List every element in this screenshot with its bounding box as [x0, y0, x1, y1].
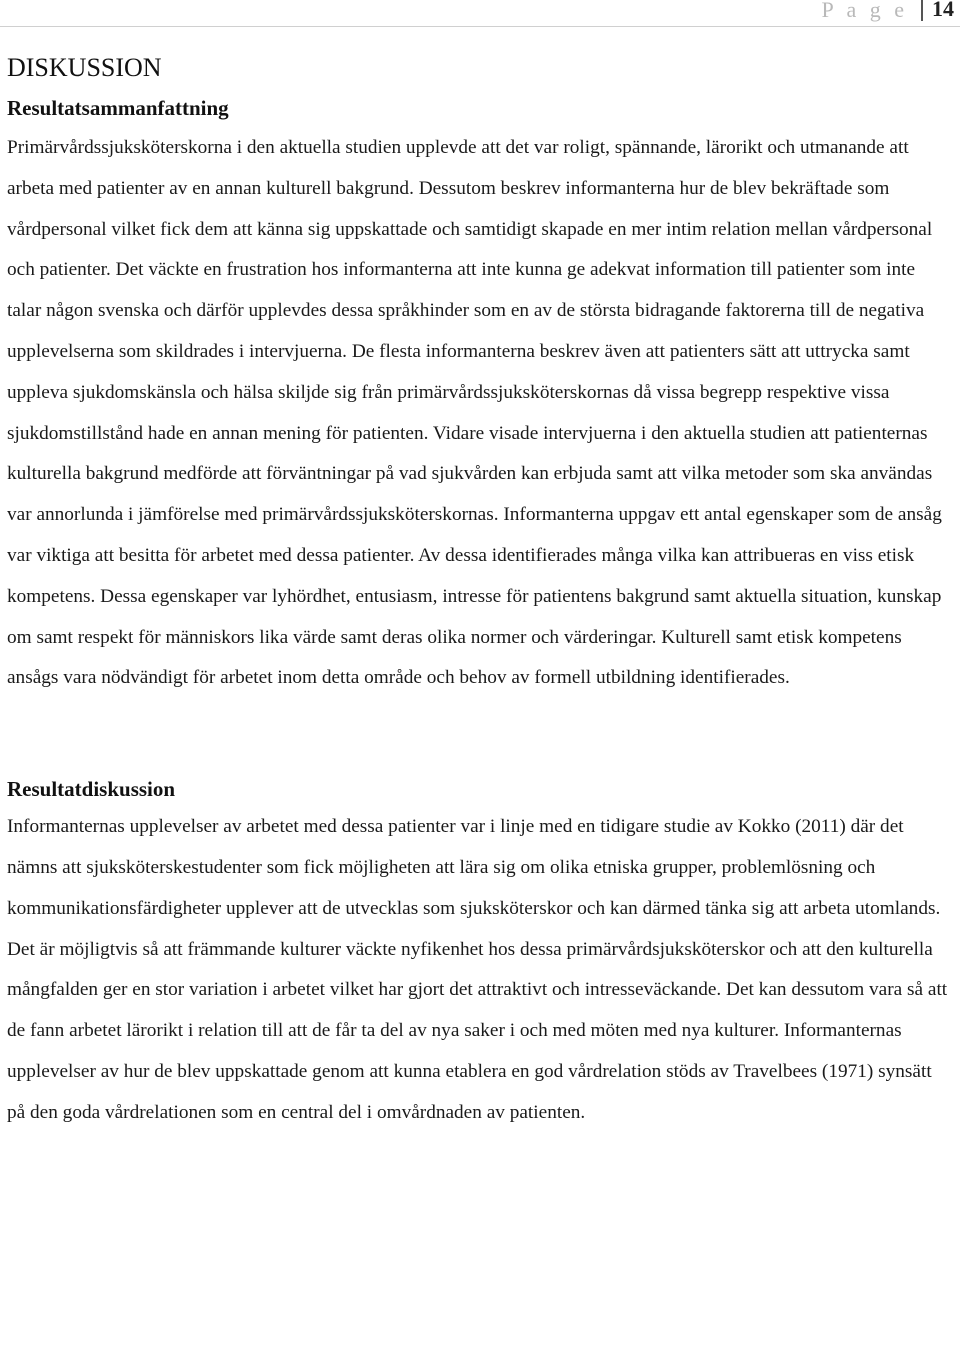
section-heading: Resultatdiskussion [7, 777, 176, 802]
document-body [7, 48, 953, 1134]
page-number: 14 [921, 0, 954, 21]
page-label: P a g e [821, 0, 908, 22]
section-resultatdiskussion [7, 771, 953, 1133]
section-paragraph: Primärvårdssjuksköterskorna i den aktuella studien upplevde att det var roligt, spännande, lärorikt och utmanande att arbeta med patienter av en annan kulturell bakgrund. Dessutom beskrev informanterna hur de blev bekräftade som vårdpersonal vilket fick dem att känna sig uppskattade och samtidigt skapade en mer intim relation mellan vårdpersonal och patienter. Det väckte en frustration hos informanterna att inte kunna ge adekvat information till patienter som inte talar någon svenska och därför upplevdes dessa språkhinder som en av de största bidragande faktorerna till de negativa upplevelserna som skildrades i intervjuerna. De flesta informanterna beskrev även att patienters sätt att uttrycka samt uppleva sjukdomskänsla och hälsa skiljde sig från primärvårdssjuksköterskornas då vissa begrepp respektive vissa sjukdomstillstånd hade en annan mening för patienten. Vidare visade intervjuerna i den aktuella studien att patienternas kulturella bakgrund medförde att förväntningar på vad sjukvården kan erbjuda samt att vilka metoder som ska användas var annorlunda i jämförelse med primärvårdssjuksköterskornas. Informanterna uppgav ett antal egenskaper som de ansåg var viktiga att besitta för arbetet med dessa patienter. Av dessa identifierades många vilka kan attribueras en viss etisk kompetens. Dessa egenskaper var lyhördhet, entusiasm, intresse för patientens bakgrund samt aktuella situation, kunskap om samt respekt för människors lika värde samt deras olika normer och värderingar. Kulturell samt etisk kompetens ansågs vara nödvändigt för arbetet inom detta område och behov av formell utbildning identifierades. [7, 137, 942, 689]
section-resultatsammanfattning [7, 88, 953, 699]
page-header [0, 0, 960, 27]
section-heading: Resultatsammanfattning [7, 96, 229, 120]
chapter-title: DISKUSSION [7, 53, 162, 82]
section-paragraph: Informanternas upplevelser av arbetet med dessa patienter var i linje med en tidigare studie av Kokko (2011) där det nämns att sjuksköterskestudenter som fick möjligheten att lära sig om olika etniska grupper, problemlösning och kommunikationsfärdigheter upplever att de utvecklas som sjuksköterskor och kan därmed tänka sig att arbeta utomlands. Det är möjligtvis så att främmande kulturer väckte nyfikenhet hos dessa primärvårdsjuksköterskor och att den kulturella mångfalden ger en stor variation i arbetet vilket har gjort det attraktivt och intresseväckande. Det kan dessutom vara så att de fann arbetet lärorikt i relation till att de får ta del av nya saker i och med möten med nya kulturer. Informanternas upplevelser av hur de blev uppskattade genom att kunna etablera en god vårdrelation stöds av Travelbees (1971) synsätt på den goda vårdrelationen som en central del i omvårdnaden av patienten. [7, 816, 948, 1123]
